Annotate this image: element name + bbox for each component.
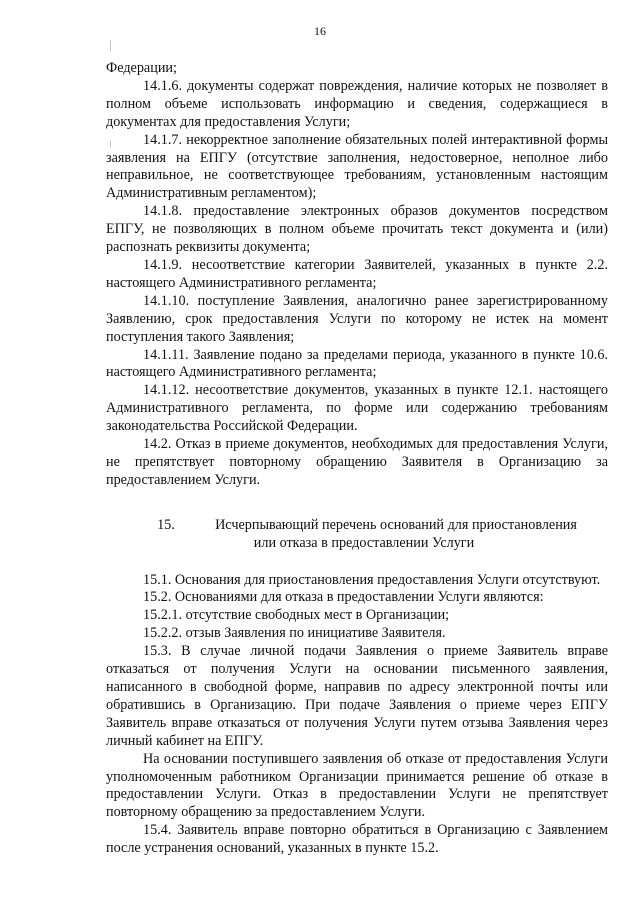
paragraph: 14.2. Отказ в приеме документов, необходимых для предоставления Услуги, не препятствует повторному обращению Заявителя в Организацию за предоставлением Услуги. bbox=[106, 436, 608, 488]
paragraph: 14.1.11. Заявление подано за пределами периода, указанного в пункте 10.6. настоящего Административного регламента; bbox=[106, 346, 608, 381]
document-body bbox=[106, 60, 608, 858]
paragraph: 14.1.10. поступление Заявления, аналогично ранее зарегистрированному Заявлению, срок предоставления Услуги по которому не истек на момент поступления такого Заявления; bbox=[106, 292, 608, 345]
heading-line-2: или отказа в предоставлении Услуги bbox=[253, 534, 475, 551]
paragraph: 14.1.9. несоответствие категории Заявителей, указанных в пункте 2.2. настоящего Административного регламента; bbox=[106, 256, 608, 291]
paragraph: 14.1.8. предоставление электронных образов документов посредством ЕПГУ, не позволяющих в полном объеме прочитать текст документа и (или) распознать реквизиты документа; bbox=[106, 203, 608, 256]
section-14-continuation bbox=[106, 60, 608, 490]
paragraph: 14.1.12. несоответствие документов, указанных в пункте 12.1. настоящего Административного регламента, по форме или содержанию требованиям законодательства Российской Федерации. bbox=[106, 382, 608, 435]
paragraph: 15.2.2. отзыв Заявления по инициативе Заявителя. bbox=[143, 625, 446, 642]
paragraph: Федерации; bbox=[106, 60, 177, 76]
paragraph: 15.4. Заявитель вправе повторно обратиться в Организацию с Заявлением после устранения оснований, указанных в пункте 15.2. bbox=[106, 822, 608, 857]
paragraph: 15.1. Основания для приостановления предоставления Услуги отсутствуют. bbox=[143, 571, 601, 588]
paragraph: 15.3. В случае личной подачи Заявления о приеме Заявитель вправе отказаться от получения Услуги на основании письменного заявления, написанного в свободной форме, направив по адресу электронной почты или обратившись в Организацию. При подаче Заявления о приеме через ЕПГУ Заявитель вправе отказаться от получения Услуги путем отзыва Заявления через личный кабинет на ЕПГУ. bbox=[106, 643, 608, 749]
paragraph: 14.1.6. документы содержат повреждения, наличие которых не позволяет в полном объеме использовать информацию и сведения, содержащиеся в документах для предоставления Услуги; bbox=[106, 77, 608, 130]
page-number: 16 bbox=[314, 24, 326, 38]
heading-line-1: Исчерпывающий перечень оснований для приостановления bbox=[215, 516, 577, 533]
section-number: 15. bbox=[157, 516, 175, 533]
section-15-heading bbox=[106, 517, 608, 553]
section-15-body bbox=[106, 572, 608, 859]
paragraph: 15.2.1. отсутствие свободных мест в Организации; bbox=[143, 607, 450, 624]
paragraph: 15.2. Основаниями для отказа в предоставлении Услуги являются: bbox=[143, 589, 544, 606]
paragraph: На основании поступившего заявления об отказе от предоставления Услуги уполномоченным работником Организации принимается решение об отказе в предоставлении Услуги. Отказ в предоставлении Услуги не препятствует повторному обращению за предоставлением Услуги. bbox=[106, 750, 608, 821]
scan-edge-mark bbox=[110, 40, 111, 52]
paragraph: 14.1.7. некорректное заполнение обязательных полей интерактивной формы заявления на ЕПГУ (отсутствие заполнения, недостоверное, неполное либо неправильное, не соответствующее требованиям, установленным настоящим Административным регламентом); bbox=[106, 131, 608, 202]
